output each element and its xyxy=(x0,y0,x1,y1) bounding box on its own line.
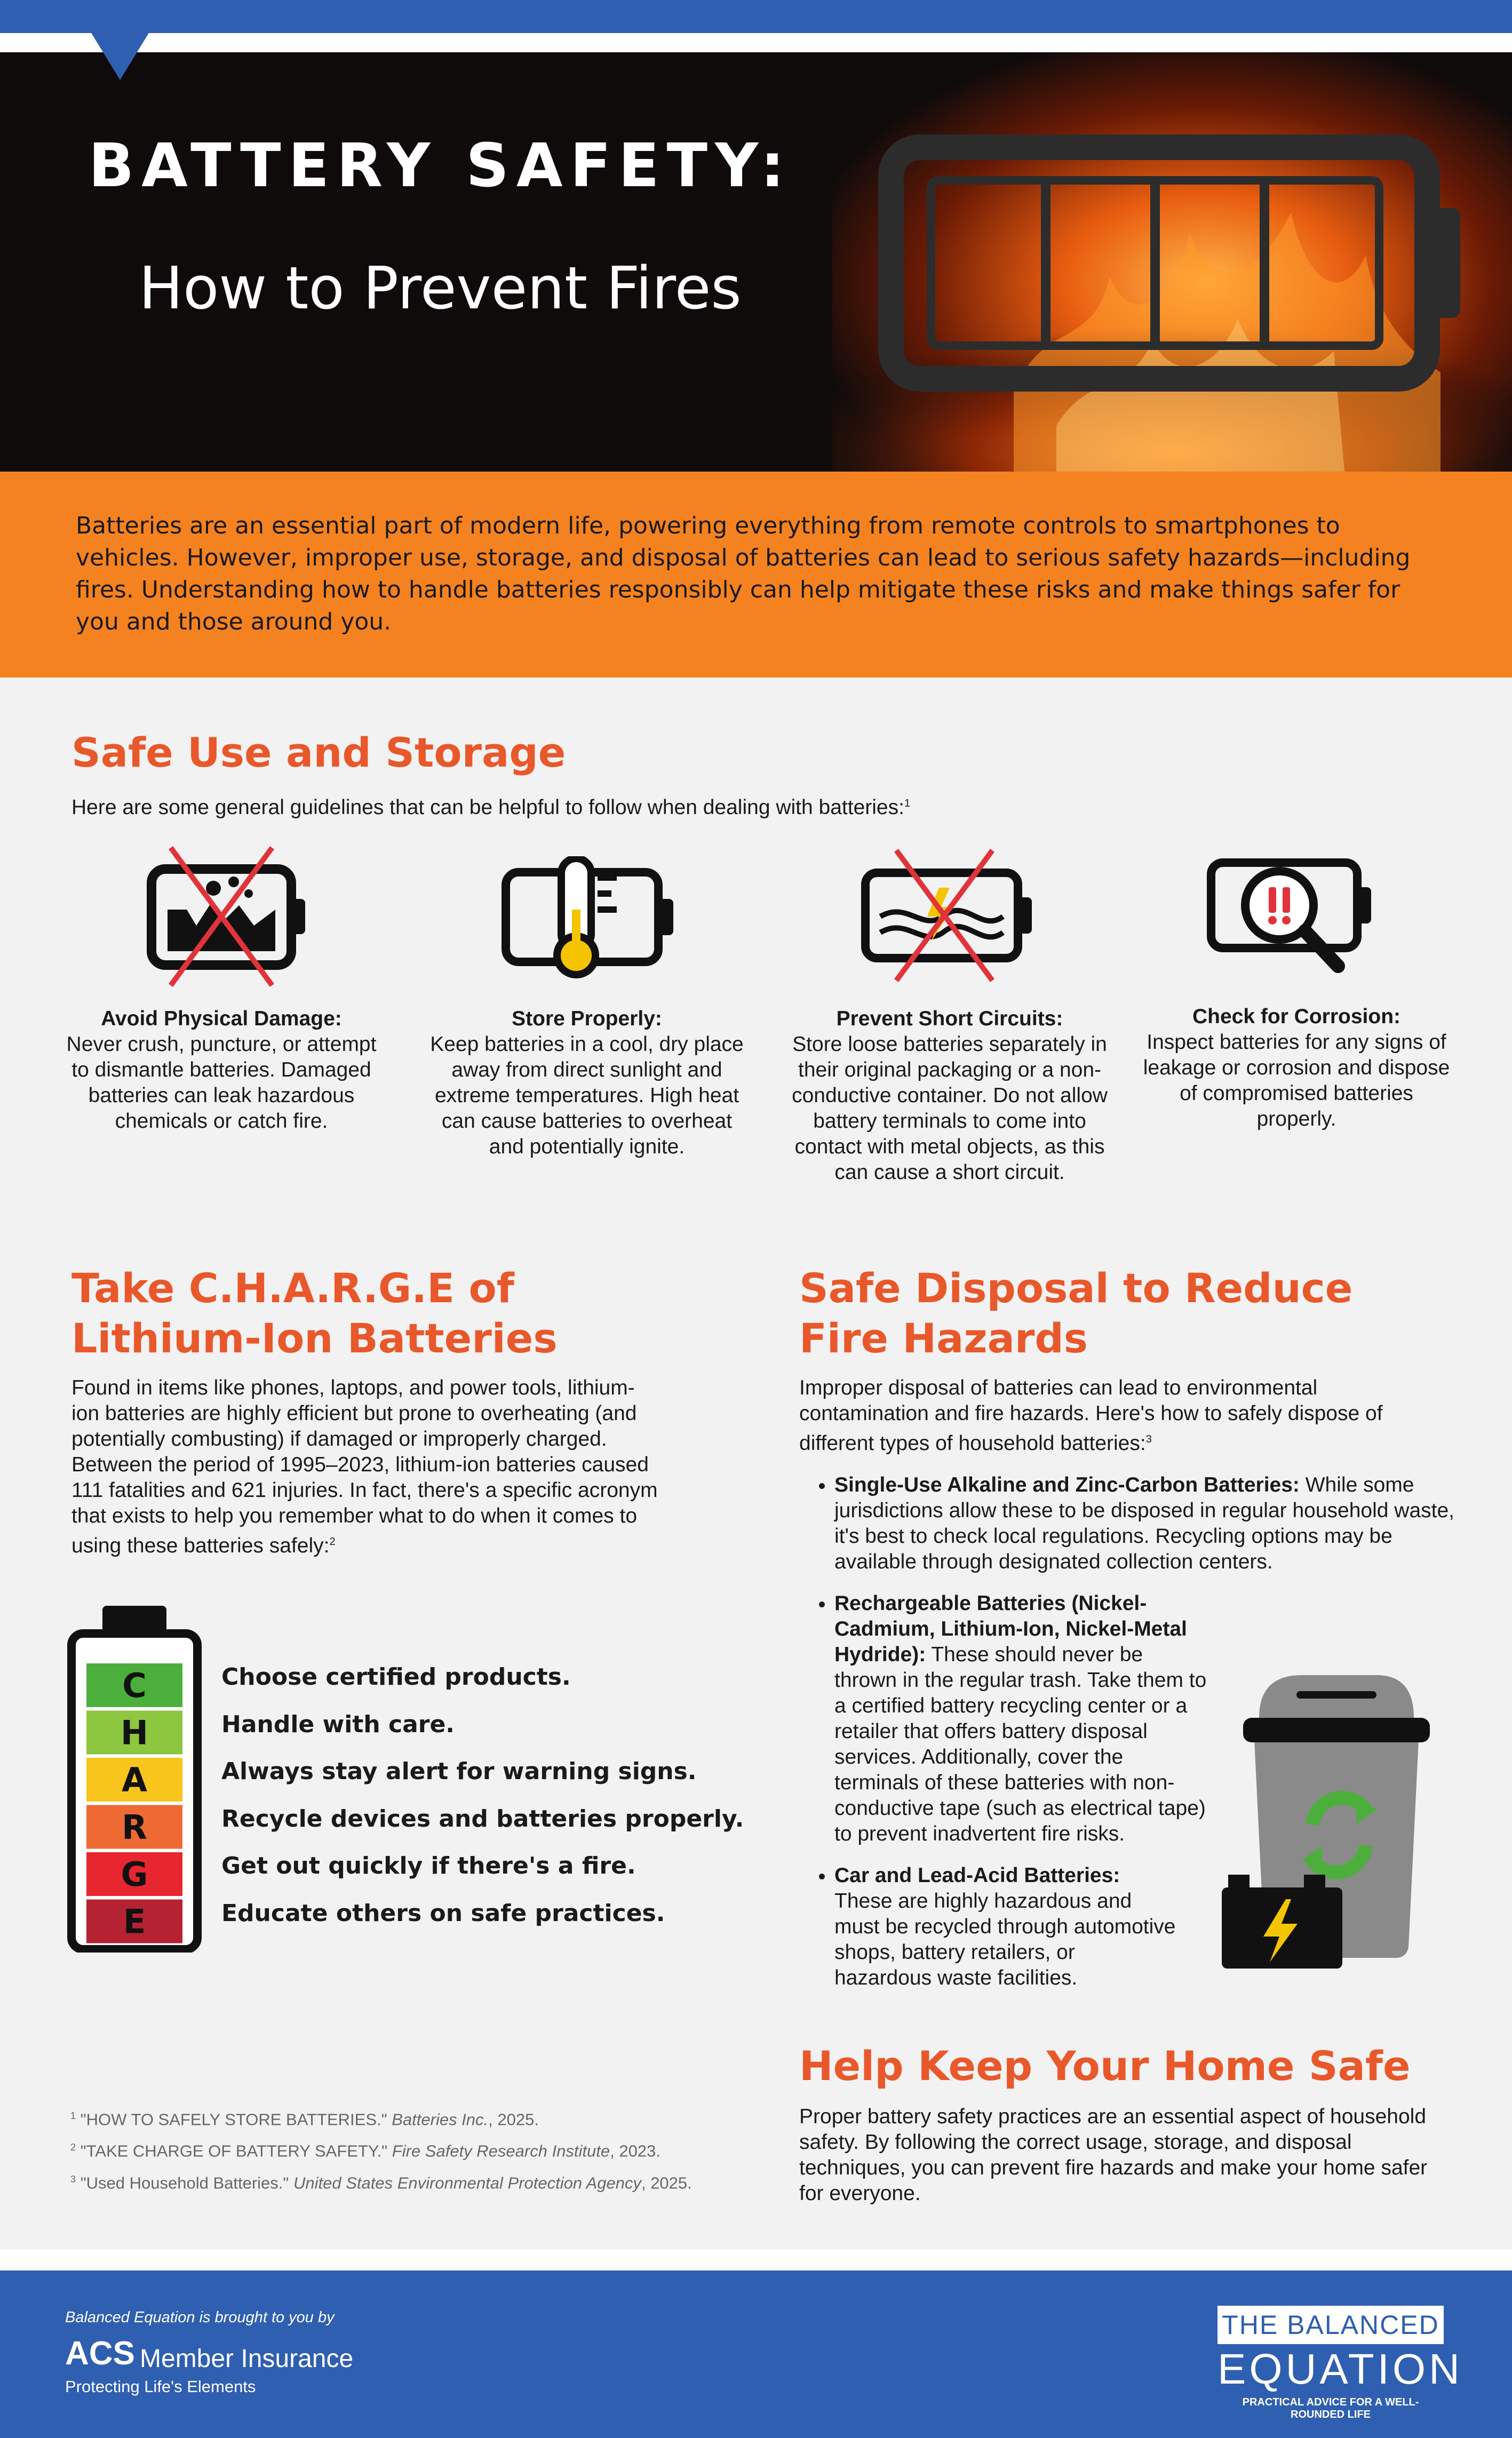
magnifier-battery-icon xyxy=(1207,856,1383,979)
acs-logo[interactable]: ACS xyxy=(65,2335,135,2372)
disposal-bullet xyxy=(834,1863,1176,1991)
tip-title: Check for Corrosion: xyxy=(1192,1005,1401,1028)
bullet-title: Single-Use Alkaline and Zinc-Carbon Batteries: xyxy=(834,1473,1300,1496)
safe-use-heading: Safe Use and Storage xyxy=(71,729,566,776)
tip-store-properly xyxy=(427,1006,747,1160)
footnote-source: United States Environmental Protection Agency xyxy=(293,2173,641,2192)
tip-text: Inspect batteries for any signs of leakage or corrosion and dispose of compromised batteries properly. xyxy=(1143,1031,1450,1130)
acs-logo-text: Member Insurance xyxy=(140,2345,354,2373)
top-bar xyxy=(0,0,1512,33)
recycle-bin-icon xyxy=(1216,1670,1441,1969)
charge-letter: R xyxy=(122,1807,147,1847)
footnote xyxy=(70,2165,764,2197)
brand-tagline: PRACTICAL ADVICE FOR A WELL-ROUNDED LIFE xyxy=(1242,2396,1419,2420)
footnote-quote: "Used Household Batteries." xyxy=(80,2173,294,2192)
charge-item: Recycle devices and batteries properly. xyxy=(221,1805,744,1833)
tip-title: Store Properly: xyxy=(512,1007,662,1030)
bullet-text: These are highly hazardous and must be recycled through automotive shops, battery retailers, or hazardous waste facilities. xyxy=(834,1890,1176,1989)
home-heading: Help Keep Your Home Safe xyxy=(799,2042,1411,2090)
bullet-text: These should never be thrown in the regular trash. Take them to a certified battery recycling center or a retailer that offers battery disposal services. Additionally, cover the terminals of these batteries with non-conductive tape (such as electrical tape) to prevent inadvertent fire risks. xyxy=(834,1643,1207,1845)
tip-text: Keep batteries in a cool, dry place away from direct sunlight and extreme temperatures. High heat can cause batteries to overheat and potentially ignite. xyxy=(430,1033,744,1158)
brand-top: THE BALANCED xyxy=(1222,2310,1439,2340)
footnote-ref: 3 xyxy=(1145,1433,1152,1445)
charge-heading-line1: Take C.H.A.R.G.E of xyxy=(71,1264,514,1312)
charge-letter: G xyxy=(121,1855,148,1894)
disposal-heading xyxy=(799,1263,1352,1364)
footnote-num: 2 xyxy=(70,2142,76,2153)
top-bar-spacer xyxy=(0,33,1512,52)
footer-spacer xyxy=(0,2249,1512,2270)
footnote-year: , 2025. xyxy=(488,2110,539,2129)
charge-text xyxy=(71,1375,658,1559)
footnote xyxy=(70,2102,764,2133)
footnote-quote: "TAKE CHARGE OF BATTERY SAFETY." xyxy=(80,2141,392,2161)
footnote-source: Batteries Inc. xyxy=(392,2110,489,2129)
disposal-text-body: Improper disposal of batteries can lead to environmental contamination and fire hazards. Here's how to safely dispose of different types of household batteries: xyxy=(799,1376,1383,1455)
safe-use-lead xyxy=(71,791,1032,820)
footnote-year: , 2023. xyxy=(610,2141,660,2161)
charge-letter: E xyxy=(123,1902,146,1941)
home-text: Proper battery safety practices are an essential aspect of household safety. By following the correct usage, storage, and disposal techniques, you can prevent fire hazards and make your home safer for everyone. xyxy=(799,2105,1428,2205)
disposal-text xyxy=(799,1375,1418,1456)
footnotes xyxy=(70,2102,764,2197)
footnote-num: 3 xyxy=(70,2173,76,2185)
footnote-num: 1 xyxy=(70,2110,76,2121)
charge-item: Handle with care. xyxy=(221,1710,455,1738)
footnote-ref: 2 xyxy=(329,1536,336,1548)
disposal-bullet xyxy=(834,1591,1208,1847)
balanced-equation-logo[interactable] xyxy=(1217,2306,1444,2344)
charge-letter: C xyxy=(122,1666,147,1705)
footnote-ref: 1 xyxy=(904,798,911,809)
charge-item: Always stay alert for warning signs. xyxy=(221,1758,697,1785)
charge-text-body: Found in items like phones, laptops, and power tools, lithium-ion batteries are highly efficient but prone to overheating (and potentially combusting) if damaged or improperly charged. Between the period of 1995–2023, lithium-ion batteries caused 111 fatalities and 621 injuries. In fact, there's a specific acronym that exists to help you remember what to do when it comes to using these batteries safely: xyxy=(71,1376,658,1557)
damaged-battery-icon xyxy=(144,846,315,990)
brand-bottom: EQUATION xyxy=(1217,2345,1463,2393)
page-title: BATTERY SAFETY: xyxy=(88,131,792,201)
charge-item: Educate others on safe practices. xyxy=(221,1899,665,1927)
page-subtitle: How to Prevent Fires xyxy=(139,254,742,322)
charge-letter: A xyxy=(122,1760,147,1799)
charge-item: Get out quickly if there's a fire. xyxy=(221,1852,636,1879)
charge-list xyxy=(221,1654,755,1937)
tip-text: Never crush, puncture, or attempt to dismantle batteries. Damaged batteries can leak hazardous chemicals or catch fire. xyxy=(66,1033,377,1133)
bullet-title: Rechargeable Batteries (Nickel-Cadmium, Lithium-Ion, Nickel-Metal Hydride): xyxy=(834,1592,1187,1666)
tip-physical-damage xyxy=(61,1006,381,1134)
footer-brought-by: Balanced Equation is brought to you by xyxy=(65,2309,335,2326)
charge-item: Choose certified products. xyxy=(221,1663,571,1691)
safe-use-lead-text: Here are some general guidelines that can be helpful to follow when dealing with batteries: xyxy=(71,796,904,819)
charge-heading-line2: Lithium-Ion Batteries xyxy=(71,1314,558,1362)
short-circuit-battery-icon xyxy=(859,847,1035,986)
tip-title: Avoid Physical Damage: xyxy=(101,1007,342,1030)
disposal-bullet xyxy=(834,1472,1464,1575)
intro-text: Batteries are an essential part of modern life, powering everything from remote controls to smartphones to vehicles. However, improper use, storage, and disposal of batteries can lead to serious safety hazards—including fires. Understanding how to handle batteries responsibly can help mitigate these risks and make things safer for you and those around you. xyxy=(76,512,1411,635)
footnote-quote: "HOW TO SAFELY STORE BATTERIES." xyxy=(80,2110,392,2129)
charge-letter: H xyxy=(121,1713,148,1752)
tip-corrosion xyxy=(1142,1004,1451,1132)
footnote-year: , 2025. xyxy=(641,2173,692,2192)
tip-title: Prevent Short Circuits: xyxy=(836,1007,1063,1030)
charge-heading xyxy=(71,1263,558,1364)
tip-short-circuits xyxy=(790,1006,1110,1185)
disposal-heading-line1: Safe Disposal to Reduce xyxy=(799,1264,1353,1312)
charge-battery-graphic xyxy=(67,1606,202,1953)
acs-tagline: Protecting Life's Elements xyxy=(65,2377,256,2396)
bullet-title: Car and Lead-Acid Batteries: xyxy=(834,1864,1120,1887)
disposal-heading-line2: Fire Hazards xyxy=(799,1314,1088,1362)
footnote xyxy=(70,2133,764,2165)
thermometer-battery-icon xyxy=(502,856,678,979)
tip-text: Store loose batteries separately in their original packaging or a non-conductive container. Do not allow battery terminals to come into contact with metal objects, as this can cause a short circuit. xyxy=(792,1033,1108,1184)
bullet-text: While some jurisdictions allow these to be disposed in regular household waste, it's best to check local regulations. Recycling options may be available through designated collection centers. xyxy=(834,1473,1455,1573)
header-notch xyxy=(91,32,149,80)
footnote-source: Fire Safety Research Institute xyxy=(392,2141,610,2161)
